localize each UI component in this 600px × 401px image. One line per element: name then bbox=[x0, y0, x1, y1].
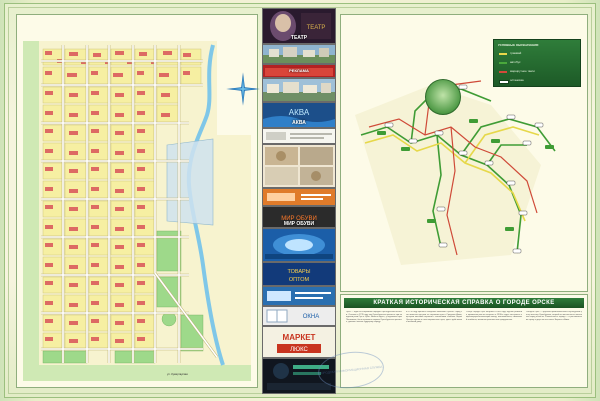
ad-okna-art bbox=[263, 307, 335, 325]
ad-orange-art bbox=[263, 189, 335, 205]
legend-label-taxi: маршрутное такси bbox=[510, 69, 535, 73]
ad-tovary-optom[interactable] bbox=[262, 262, 336, 286]
ad-akva[interactable] bbox=[262, 102, 336, 128]
ad-mir-obuvi-title: МИР ОБУВИ bbox=[283, 221, 315, 227]
left-city-map-panel[interactable] bbox=[16, 14, 258, 388]
ad-blue-tech[interactable] bbox=[262, 228, 336, 262]
svg-text:МИР ОБУВИ: МИР ОБУВИ bbox=[281, 216, 317, 222]
ad-red-banner[interactable] bbox=[262, 64, 336, 78]
ad-interior-art bbox=[263, 145, 335, 187]
history-title-bar bbox=[344, 298, 584, 308]
ad-white-gap-art bbox=[263, 129, 335, 143]
compass-rose-icon bbox=[425, 79, 461, 115]
svg-text:ТЕАТР: ТЕАТР bbox=[306, 25, 326, 31]
compass-star-icon bbox=[225, 71, 261, 107]
svg-text:ЛЮКС: ЛЮКС bbox=[290, 347, 308, 353]
ad-city-view[interactable] bbox=[262, 78, 336, 102]
history-text-4: Сегодня Орск — крупный промышленный и культурный центр востока Оренбуржья, второй по численности населения город области. Уникальность города — в расположении сразу в двух частях света: Европе и Азии. bbox=[526, 311, 582, 321]
transport-legend bbox=[493, 39, 581, 87]
ad-market-lux[interactable] bbox=[262, 326, 336, 358]
transport-routes-map-panel[interactable] bbox=[340, 14, 588, 292]
advertisement-strip bbox=[262, 8, 334, 392]
ad-market-lux-art bbox=[263, 327, 335, 357]
ad-city-view-art bbox=[263, 79, 335, 101]
street-label-bottom: ул. Кумертауская bbox=[167, 373, 188, 376]
ad-blue-small[interactable] bbox=[262, 286, 336, 306]
legend-swatch-stop bbox=[499, 80, 509, 84]
svg-text:ОПТОМ: ОПТОМ bbox=[288, 277, 310, 283]
ad-blue-tech-art bbox=[263, 229, 335, 261]
history-column-4 bbox=[526, 311, 582, 383]
ad-white-gap[interactable] bbox=[262, 128, 336, 144]
ad-red-banner-title: РЕКЛАМА bbox=[289, 68, 309, 73]
legend-label-stop: остановка bbox=[510, 78, 524, 82]
ad-photo-panorama[interactable] bbox=[262, 44, 336, 64]
svg-text:АКВА: АКВА bbox=[288, 108, 310, 117]
ad-tovary-optom-art bbox=[263, 263, 335, 285]
legend-label-tram: трамвай bbox=[510, 51, 522, 55]
ad-mir-obuvi[interactable] bbox=[262, 206, 336, 228]
ad-orange[interactable] bbox=[262, 188, 336, 206]
ad-akva-title: АКВА bbox=[292, 120, 306, 126]
history-title: КРАТКАЯ ИСТОРИЧЕСКАЯ СПРАВКА О ГОРОДЕ ОРСКЕ bbox=[373, 300, 555, 306]
history-text-1: Орск — один из старейших городов Оренбургской области. Основан в 1735 году как Оренбургская крепость при впадении реки Орь в Урал. Именно здесь, у подножия горы Полковник, была заложена первая Оренбургская крепость, давшая начало будущему городу. bbox=[346, 311, 402, 324]
ad-theatre-title: ТЕАТР bbox=[290, 35, 308, 41]
svg-text:ОКНА: ОКНА bbox=[302, 314, 320, 320]
ad-interior[interactable] bbox=[262, 144, 336, 188]
ad-photo-panorama-art bbox=[263, 45, 335, 63]
ad-theatre[interactable] bbox=[262, 8, 336, 44]
ad-okna[interactable] bbox=[262, 306, 336, 326]
legend-swatch-taxi bbox=[499, 71, 507, 73]
history-text-3: Статус города Орск получил в 1865 году. Бурное развитие промышленности началось в 1930-е годы: построены нефтеперерабатывающий завод, мясокомбинат, никелевый комбинат, машиностроительные предприятия. bbox=[466, 311, 522, 321]
svg-text:ТОВАРЫ: ТОВАРЫ bbox=[287, 269, 311, 275]
history-column-2 bbox=[406, 311, 462, 383]
city-center-map-graphic bbox=[17, 15, 257, 387]
legend-swatch-bus bbox=[499, 62, 507, 64]
legend-label-bus: автобус bbox=[510, 60, 521, 64]
legend-swatch-tram bbox=[499, 53, 507, 55]
official-stamp: ГОРОДСКАЯ ИНФОРМАЦИОННАЯ СЛУЖБА bbox=[316, 349, 385, 392]
svg-text:МАРКЕТ: МАРКЕТ bbox=[282, 333, 316, 342]
ad-blue-small-art bbox=[263, 287, 335, 305]
history-text-2: В 1739 году крепость получила название Орская. Город стал важным пунктом на торговом пути в Среднюю Азию, центром меновой торговли с казахскими степями. Через Орскую крепость шли караванные пути, здесь действовал меновой двор. bbox=[406, 311, 462, 324]
legend-heading: УСЛОВНЫЕ ОБОЗНАЧЕНИЯ bbox=[498, 43, 539, 47]
history-column-3 bbox=[466, 311, 522, 383]
